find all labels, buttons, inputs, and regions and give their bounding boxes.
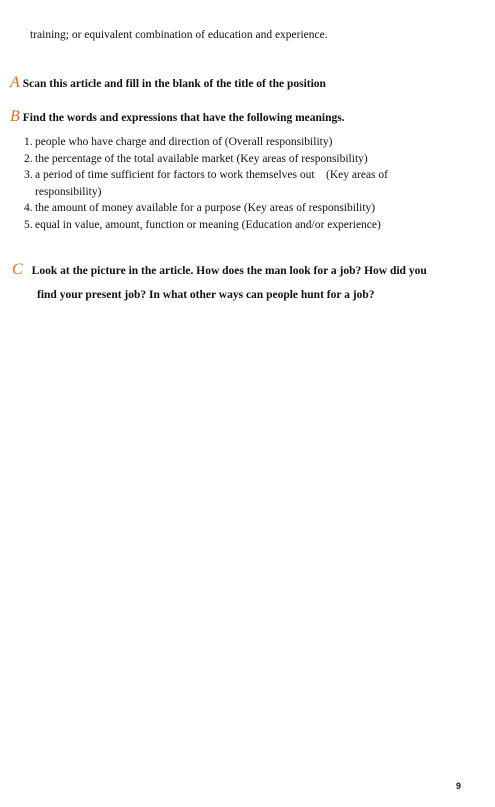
page-number: 9 [456,781,462,791]
list-item-number: 4. [24,202,33,214]
section-a-letter: A [10,74,20,91]
section-a-instruction: Scan this article and fill in the blank of the title of the position [22,78,326,90]
section-b-instruction: Find the words and expressions that have the following meanings. [22,112,345,124]
list-item-text: people who have charge and direction of (Overall responsibility) [35,136,333,148]
section-c-heading [12,262,427,279]
section-c-letter: C [12,261,23,278]
intro-text-line: training; or equivalent combination of education and experience. [30,29,328,41]
list-item-number: 3. [24,169,33,181]
list-item [24,134,444,151]
list-item-text: a period of time sufficient for factors to work themselves out (Key areas of responsibility) [35,169,391,198]
section-a-heading [10,75,326,92]
list-item [24,167,444,200]
list-item [24,217,444,234]
section-b-heading [10,109,345,126]
list-item-text: the percentage of the total available market (Key areas of responsibility) [35,152,368,165]
list-item-number: 2. [24,152,33,165]
list-item [24,200,444,217]
list-item-text: the amount of money available for a purpose (Key areas of responsibility) [35,202,376,214]
section-b-list [24,134,444,233]
list-item-number: 1. [24,136,33,148]
list-item [24,151,444,168]
section-c-line2: find your present job? In what other ways can people hunt for a job? [37,289,375,301]
list-item-number: 5. [24,218,33,231]
section-c-line1: Look at the picture in the article. How does the man look for a job? How did you [31,265,427,277]
list-item-text: equal in value, amount, function or meaning (Education and/or experience) [35,218,381,231]
section-b-letter: B [10,108,20,125]
